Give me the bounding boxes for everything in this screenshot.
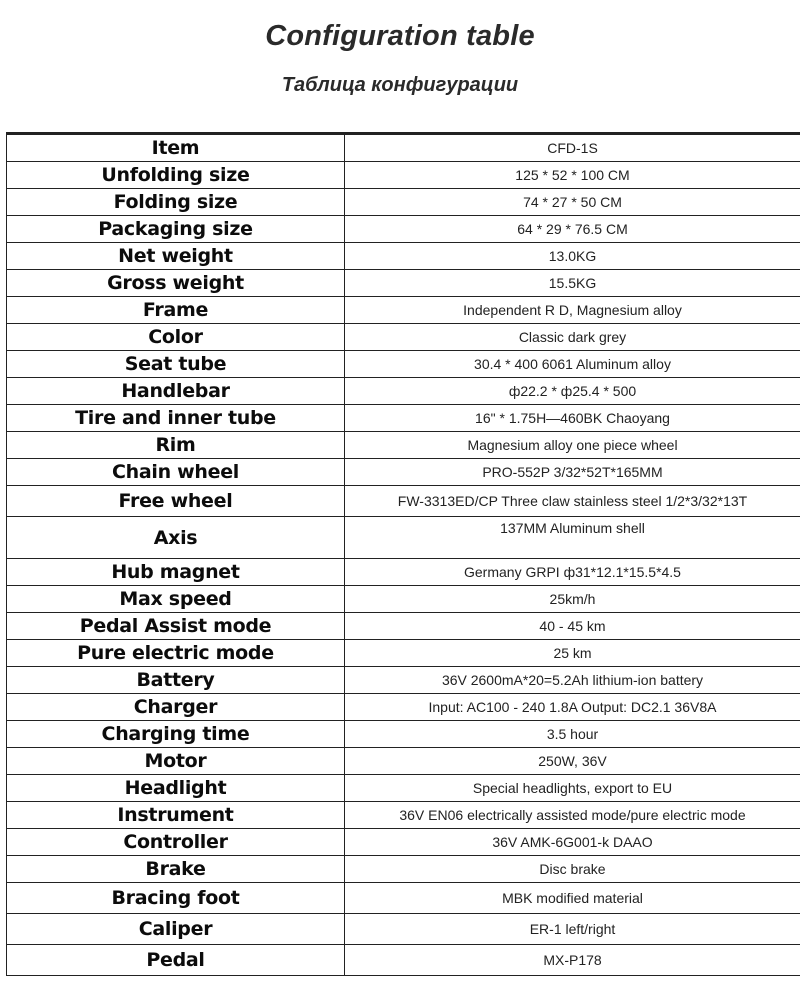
table-row xyxy=(7,694,800,721)
row-value: ф22.2 * ф25.4 * 500 xyxy=(345,378,800,405)
row-value: Classic dark grey xyxy=(345,324,800,351)
row-value: 36V AMK-6G001-k DAAO xyxy=(345,829,800,856)
page-title: Configuration table xyxy=(265,20,535,52)
row-label: Controller xyxy=(7,829,345,856)
table-row xyxy=(7,586,800,613)
row-value: 15.5KG xyxy=(345,270,800,297)
row-value: Germany GRPI ф31*12.1*15.5*4.5 xyxy=(345,559,800,586)
row-label: Unfolding size xyxy=(7,162,345,189)
table-row xyxy=(7,378,800,405)
table-row xyxy=(7,135,800,162)
row-label: Tire and inner tube xyxy=(7,405,345,432)
table-row xyxy=(7,189,800,216)
row-label: Caliper xyxy=(7,914,345,945)
row-label: Handlebar xyxy=(7,378,345,405)
row-label: Instrument xyxy=(7,802,345,829)
row-value: 36V EN06 electrically assisted mode/pure electric mode xyxy=(345,802,800,829)
table-row xyxy=(7,945,800,976)
table-row xyxy=(7,775,800,802)
table-row xyxy=(7,640,800,667)
row-value: 16" * 1.75H—460BK Chaoyang xyxy=(345,405,800,432)
row-label: Axis xyxy=(7,517,345,559)
page-subtitle: Таблица конфигурации xyxy=(281,74,519,96)
table-row xyxy=(7,914,800,945)
table-row xyxy=(7,802,800,829)
row-label: Frame xyxy=(7,297,345,324)
spec-table-body xyxy=(7,135,800,976)
row-label: Gross weight xyxy=(7,270,345,297)
table-row xyxy=(7,405,800,432)
row-value: PRO-552P 3/32*52T*165MM xyxy=(345,459,800,486)
row-value: 36V 2600mA*20=5.2Ah lithium-ion battery xyxy=(345,667,800,694)
row-value: 30.4 * 400 6061 Aluminum alloy xyxy=(345,351,800,378)
row-label: Rim xyxy=(7,432,345,459)
row-value: 74 * 27 * 50 CM xyxy=(345,189,800,216)
table-row xyxy=(7,162,800,189)
row-label: Headlight xyxy=(7,775,345,802)
row-value: 250W, 36V xyxy=(345,748,800,775)
row-label: Color xyxy=(7,324,345,351)
table-row xyxy=(7,324,800,351)
table-row xyxy=(7,517,800,559)
table-row xyxy=(7,432,800,459)
table-row xyxy=(7,486,800,517)
row-label: Folding size xyxy=(7,189,345,216)
table-row xyxy=(7,297,800,324)
row-value: MX-P178 xyxy=(345,945,800,976)
table-row xyxy=(7,459,800,486)
row-value: 137MM Aluminum shell xyxy=(345,517,800,559)
row-value: 40 - 45 km xyxy=(345,613,800,640)
row-label: Motor xyxy=(7,748,345,775)
table-row xyxy=(7,270,800,297)
spec-table xyxy=(6,134,800,976)
table-row xyxy=(7,243,800,270)
row-label: Charging time xyxy=(7,721,345,748)
row-value: 25 km xyxy=(345,640,800,667)
table-row xyxy=(7,351,800,378)
row-label: Item xyxy=(7,135,345,162)
configuration-table xyxy=(6,132,800,976)
row-value: Input: AC100 - 240 1.8A Output: DC2.1 36V8A xyxy=(345,694,800,721)
table-row xyxy=(7,721,800,748)
table-row xyxy=(7,829,800,856)
row-value: 125 * 52 * 100 CM xyxy=(345,162,800,189)
row-value: 13.0KG xyxy=(345,243,800,270)
table-row xyxy=(7,559,800,586)
table-row xyxy=(7,667,800,694)
row-value: FW-3313ED/CP Three claw stainless steel 1/2*3/32*13T xyxy=(345,486,800,517)
row-value: Magnesium alloy one piece wheel xyxy=(345,432,800,459)
row-label: Pure electric mode xyxy=(7,640,345,667)
row-value: 64 * 29 * 76.5 CM xyxy=(345,216,800,243)
row-value: CFD-1S xyxy=(345,135,800,162)
row-value: MBK modified material xyxy=(345,883,800,914)
row-value: Independent R D, Magnesium alloy xyxy=(345,297,800,324)
row-value: 3.5 hour xyxy=(345,721,800,748)
row-label: Bracing foot xyxy=(7,883,345,914)
table-row xyxy=(7,883,800,914)
row-label: Free wheel xyxy=(7,486,345,517)
row-label: Chain wheel xyxy=(7,459,345,486)
row-label: Hub magnet xyxy=(7,559,345,586)
row-label: Charger xyxy=(7,694,345,721)
row-label: Pedal xyxy=(7,945,345,976)
table-row xyxy=(7,216,800,243)
row-label: Pedal Assist mode xyxy=(7,613,345,640)
row-label: Max speed xyxy=(7,586,345,613)
row-label: Packaging size xyxy=(7,216,345,243)
table-row xyxy=(7,856,800,883)
row-value: ER-1 left/right xyxy=(345,914,800,945)
table-row xyxy=(7,748,800,775)
row-label: Battery xyxy=(7,667,345,694)
row-value: 25km/h xyxy=(345,586,800,613)
row-value: Special headlights, export to EU xyxy=(345,775,800,802)
table-row xyxy=(7,613,800,640)
row-label: Seat tube xyxy=(7,351,345,378)
row-label: Brake xyxy=(7,856,345,883)
row-label: Net weight xyxy=(7,243,345,270)
row-value: Disc brake xyxy=(345,856,800,883)
